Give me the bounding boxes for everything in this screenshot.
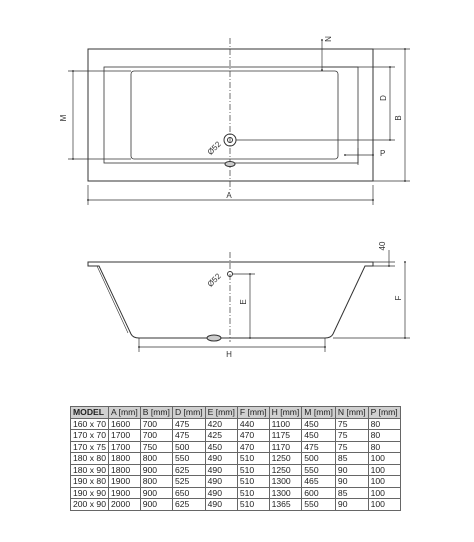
table-cell: 470 bbox=[237, 441, 269, 453]
table-cell: 1300 bbox=[269, 487, 302, 499]
table-cell: 490 bbox=[205, 499, 237, 511]
table-cell: 1250 bbox=[269, 464, 302, 476]
table-cell: 470 bbox=[237, 430, 269, 442]
table-cell: 80 bbox=[368, 430, 400, 442]
dimensions-table bbox=[70, 406, 401, 511]
table-cell: 1800 bbox=[108, 453, 140, 465]
table-cell: 475 bbox=[172, 430, 205, 442]
table-row bbox=[71, 499, 401, 511]
table-cell: 1700 bbox=[108, 441, 140, 453]
table-cell: 510 bbox=[237, 487, 269, 499]
table-cell: 490 bbox=[205, 476, 237, 488]
table-cell: 900 bbox=[140, 464, 172, 476]
table-cell: 510 bbox=[237, 499, 269, 511]
table-cell: 550 bbox=[302, 499, 336, 511]
table-row bbox=[71, 487, 401, 499]
dim-F-label: F bbox=[394, 295, 403, 301]
table-header: N [mm] bbox=[335, 407, 368, 419]
table-cell: 1100 bbox=[269, 418, 302, 430]
table-cell: 2000 bbox=[108, 499, 140, 511]
table-cell: 1250 bbox=[269, 453, 302, 465]
model-cell: 170 x 75 bbox=[71, 441, 109, 453]
table-cell: 475 bbox=[172, 418, 205, 430]
table-cell: 510 bbox=[237, 476, 269, 488]
model-cell: 190 x 90 bbox=[71, 487, 109, 499]
table-cell: 525 bbox=[172, 476, 205, 488]
table-cell: 600 bbox=[302, 487, 336, 499]
table-header: M [mm] bbox=[302, 407, 336, 419]
table-cell: 450 bbox=[302, 430, 336, 442]
table-cell: 500 bbox=[172, 441, 205, 453]
table-row bbox=[71, 418, 401, 430]
table-cell: 500 bbox=[302, 453, 336, 465]
table-cell: 85 bbox=[335, 487, 368, 499]
dim-D-label: D bbox=[379, 95, 388, 101]
model-cell: 180 x 90 bbox=[71, 464, 109, 476]
model-cell: 160 x 70 bbox=[71, 418, 109, 430]
table-cell: 100 bbox=[368, 476, 400, 488]
model-cell: 170 x 70 bbox=[71, 430, 109, 442]
dim-rim-label: 40 bbox=[378, 241, 387, 251]
table-header: E [mm] bbox=[205, 407, 237, 419]
table-cell: 100 bbox=[368, 499, 400, 511]
table-cell: 450 bbox=[205, 441, 237, 453]
dim-N-label: N bbox=[324, 36, 333, 42]
table-cell: 1600 bbox=[108, 418, 140, 430]
table-cell: 1170 bbox=[269, 441, 302, 453]
side-dimensions bbox=[139, 250, 410, 352]
table-cell: 450 bbox=[302, 418, 336, 430]
table-cell: 100 bbox=[368, 464, 400, 476]
table-cell: 80 bbox=[368, 418, 400, 430]
table-header: D [mm] bbox=[172, 407, 205, 419]
dim-A-label: A bbox=[226, 191, 232, 200]
top-view bbox=[88, 38, 373, 190]
table-cell: 550 bbox=[172, 453, 205, 465]
table-cell: 90 bbox=[335, 476, 368, 488]
table-cell: 1900 bbox=[108, 476, 140, 488]
model-cell: 190 x 80 bbox=[71, 476, 109, 488]
table-cell: 1175 bbox=[269, 430, 302, 442]
table-cell: 90 bbox=[335, 464, 368, 476]
table-cell: 1300 bbox=[269, 476, 302, 488]
table-cell: 75 bbox=[335, 430, 368, 442]
tub-inner-profile bbox=[97, 266, 128, 333]
dim-E-label: E bbox=[239, 299, 248, 305]
table-cell: 75 bbox=[335, 441, 368, 453]
table-row bbox=[71, 430, 401, 442]
table-cell: 900 bbox=[140, 499, 172, 511]
table-cell: 1900 bbox=[108, 487, 140, 499]
side-view bbox=[88, 252, 373, 342]
table-header: B [mm] bbox=[140, 407, 172, 419]
table-cell: 80 bbox=[368, 441, 400, 453]
dim-B-label: B bbox=[394, 115, 403, 121]
table-row bbox=[71, 476, 401, 488]
table-cell: 900 bbox=[140, 487, 172, 499]
model-cell: 180 x 80 bbox=[71, 453, 109, 465]
drain-top-label: Ø52 bbox=[205, 139, 223, 157]
drain-bottom bbox=[207, 335, 221, 341]
table-cell: 465 bbox=[302, 476, 336, 488]
table-header: P [mm] bbox=[368, 407, 400, 419]
table-header: H [mm] bbox=[269, 407, 302, 419]
table-row bbox=[71, 464, 401, 476]
table-cell: 625 bbox=[172, 499, 205, 511]
table-cell: 490 bbox=[205, 464, 237, 476]
table-cell: 490 bbox=[205, 487, 237, 499]
drain-side-label: Ø52 bbox=[205, 271, 223, 289]
table-row bbox=[71, 453, 401, 465]
top-dimensions bbox=[68, 40, 410, 205]
table-header: F [mm] bbox=[237, 407, 269, 419]
table-header: MODEL bbox=[71, 407, 109, 419]
dim-M-label: M bbox=[59, 114, 68, 122]
table-cell: 700 bbox=[140, 430, 172, 442]
table-cell: 440 bbox=[237, 418, 269, 430]
tub-inner-basin bbox=[104, 67, 358, 163]
table-cell: 90 bbox=[335, 499, 368, 511]
table-cell: 510 bbox=[237, 464, 269, 476]
table-cell: 85 bbox=[335, 453, 368, 465]
table-cell: 75 bbox=[335, 418, 368, 430]
table-cell: 100 bbox=[368, 453, 400, 465]
dim-P-label: P bbox=[380, 149, 386, 158]
table-header-row bbox=[71, 407, 401, 419]
model-cell: 200 x 90 bbox=[71, 499, 109, 511]
table-cell: 750 bbox=[140, 441, 172, 453]
dim-H-label: H bbox=[226, 350, 232, 359]
table-cell: 420 bbox=[205, 418, 237, 430]
table-cell: 800 bbox=[140, 476, 172, 488]
table-cell: 490 bbox=[205, 453, 237, 465]
table-cell: 1365 bbox=[269, 499, 302, 511]
table-cell: 800 bbox=[140, 453, 172, 465]
table-cell: 1700 bbox=[108, 430, 140, 442]
tub-side-profile bbox=[88, 262, 373, 338]
table-cell: 625 bbox=[172, 464, 205, 476]
table-cell: 100 bbox=[368, 487, 400, 499]
table-cell: 425 bbox=[205, 430, 237, 442]
table-cell: 700 bbox=[140, 418, 172, 430]
table-cell: 650 bbox=[172, 487, 205, 499]
table-cell: 475 bbox=[302, 441, 336, 453]
table-cell: 510 bbox=[237, 453, 269, 465]
tub-floor-area bbox=[131, 71, 338, 159]
table-header: A [mm] bbox=[108, 407, 140, 419]
table-cell: 550 bbox=[302, 464, 336, 476]
overflow-top bbox=[225, 162, 235, 167]
table-cell: 1800 bbox=[108, 464, 140, 476]
table-row bbox=[71, 441, 401, 453]
